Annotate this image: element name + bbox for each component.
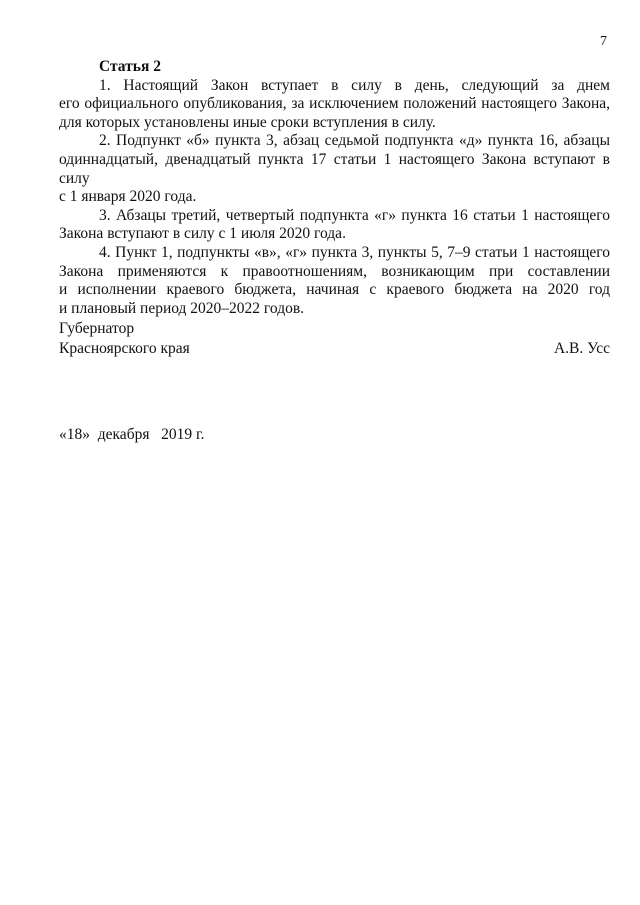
signature-block xyxy=(59,319,610,359)
signing-date: «18» декабря 2019 г. xyxy=(59,426,205,443)
paragraph-line: 1. Настоящий Закон вступает в силу в день, следующий за днем xyxy=(99,76,610,94)
paragraph-line: Закона применяются к правоотношениям, возникающим при составлении xyxy=(59,262,610,280)
article-2 xyxy=(59,58,610,318)
article-paragraph-3 xyxy=(59,207,610,244)
paragraph-line: его официального опубликования, за исключением положений настоящего Закона, xyxy=(59,95,610,113)
page-number: 7 xyxy=(600,34,607,49)
signatory-region: Красноярского края xyxy=(59,340,190,357)
article-paragraph-4 xyxy=(59,244,610,318)
signatory-name: А.В. Усс xyxy=(553,340,610,357)
paragraph-line: и исполнении краевого бюджета, начиная с краевого бюджета на 2020 год xyxy=(59,281,610,299)
paragraph-line: и плановый период 2020–2022 годов. xyxy=(59,299,305,317)
paragraph-line: одиннадцатый, двенадцатый пункта 17 статьи 1 настоящего Закона вступают в силу xyxy=(59,150,610,187)
signature-row xyxy=(59,339,610,359)
signatory-position: Губернатор xyxy=(59,320,135,337)
paragraph-line: Закона вступают в силу с 1 июля 2020 года. xyxy=(59,225,346,243)
paragraph-line: 3. Абзацы третий, четвертый подпункта «г» пункта 16 статьи 1 настоящего xyxy=(99,206,610,224)
paragraph-line: 2. Подпункт «б» пункта 3, абзац седьмой подпункта «д» пункта 16, абзацы xyxy=(99,132,610,150)
article-paragraph-2 xyxy=(59,132,610,206)
article-paragraph-1 xyxy=(59,77,610,133)
paragraph-line: с 1 января 2020 года. xyxy=(59,188,197,206)
paragraph-line: для которых установлены иные сроки вступления в силу. xyxy=(59,113,436,131)
paragraph-line: 4. Пункт 1, подпункты «в», «г» пункта 3, пункты 5, 7–9 статьи 1 настоящего xyxy=(99,243,610,261)
article-title: Статья 2 xyxy=(99,58,161,75)
